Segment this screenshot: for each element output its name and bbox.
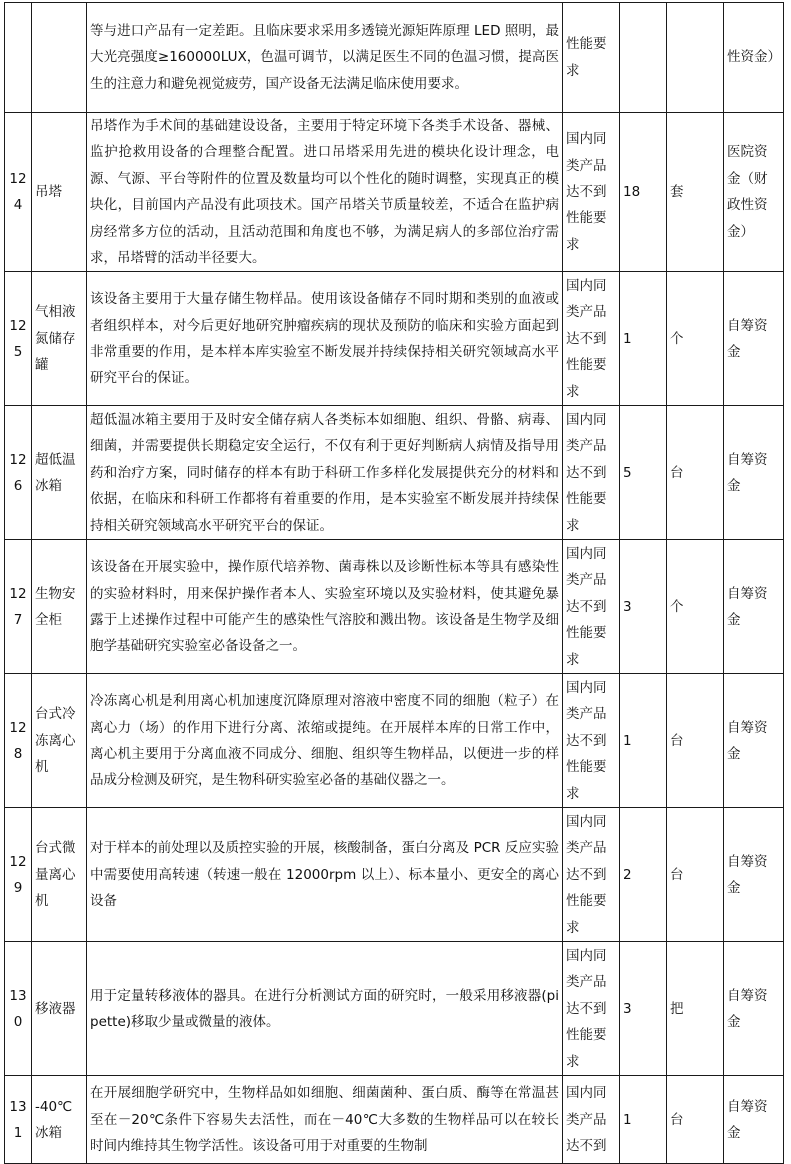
equipment-name: 超低温冰箱 — [32, 406, 87, 540]
quantity: 3 — [620, 540, 667, 674]
unit: 把 — [667, 942, 724, 1076]
unit — [667, 3, 724, 113]
row-number — [5, 3, 32, 113]
row-number: 127 — [5, 540, 32, 674]
table-row — [5, 942, 784, 1076]
quantity: 3 — [620, 942, 667, 1076]
fund-source: 医院资金（财政性资金） — [724, 113, 784, 272]
unit: 台 — [667, 1076, 724, 1164]
table-row — [5, 540, 784, 674]
table-row — [5, 674, 784, 808]
equipment-name: 生物安全柜 — [32, 540, 87, 674]
quantity — [620, 3, 667, 113]
unit: 台 — [667, 406, 724, 540]
fund-source: 自筹资金 — [724, 942, 784, 1076]
equipment-description: 超低温冰箱主要用于及时安全储存病人各类标本如细胞、组织、骨骼、病毒、细菌，并需要提供长期稳定安全运行，不仅有利于更好判断病人病情及指导用药和治疗方案，同时储存的样本有助于科研工作多样化发展提供充分的材料和依据，在临床和科研工作都将有着重要的作用，是本实验室不断发展并持续保持相关研究领域高水平研究平台的保证。 — [87, 406, 563, 540]
quantity: 5 — [620, 406, 667, 540]
quantity: 1 — [620, 674, 667, 808]
equipment-name — [32, 3, 87, 113]
import-reason: 国内同类产品达不到性能要求 — [563, 113, 620, 272]
fund-source: 自筹资金 — [724, 1076, 784, 1164]
equipment-description: 等与进口产品有一定差距。且临床要求采用多透镜光源矩阵原理 LED 照明，最大光亮强度≥160000LUX，色温可调节，以满足医生不同的色温习惯，提高医生的注意力和避免视觉疲劳，国产设备无法满足临床使用要求。 — [87, 3, 563, 113]
import-reason: 国内同类产品达不到性能要求 — [563, 674, 620, 808]
quantity: 1 — [620, 1076, 667, 1164]
fund-source: 性资金） — [724, 3, 784, 113]
equipment-description: 对于样本的前处理以及质控实验的开展，核酸制备，蛋白分离及 PCR 反应实验中需要使用高转速（转速一般在 12000rpm 以上）、标本量小、更安全的离心设备 — [87, 808, 563, 942]
import-reason: 国内同类产品达不到性能要求 — [563, 272, 620, 406]
import-reason: 国内同类产品达不到性能要求 — [563, 406, 620, 540]
equipment-description: 该设备在开展实验中，操作原代培养物、菌毒株以及诊断性标本等具有感染性的实验材料时，用来保护操作者本人、实验室环境以及实验材料，使其避免暴露于上述操作过程中可能产生的感染性气溶胶和溅出物。该设备是生物学及细胞学基础研究实验室必备设备之一。 — [87, 540, 563, 674]
row-number: 130 — [5, 942, 32, 1076]
equipment-name: -40℃冰箱 — [32, 1076, 87, 1164]
equipment-description: 冷冻离心机是利用离心机加速度沉降原理对溶液中密度不同的细胞（粒子）在离心力（场）的作用下进行分离、浓缩或提纯。在开展样本库的日常工作中，离心机主要用于分离血液不同成分、细胞、组织等生物样品，以便进一步的样品成分检测及研究，是生物科研实验室必备的基础仪器之一。 — [87, 674, 563, 808]
table-row — [5, 113, 784, 272]
import-reason: 国内同类产品达不到性能要求 — [563, 540, 620, 674]
row-number: 124 — [5, 113, 32, 272]
import-reason: 性能要求 — [563, 3, 620, 113]
unit: 个 — [667, 540, 724, 674]
fund-source: 自筹资金 — [724, 406, 784, 540]
row-number: 125 — [5, 272, 32, 406]
fund-source: 自筹资金 — [724, 808, 784, 942]
equipment-description: 该设备主要用于大量存储生物样品。使用该设备储存不同时期和类别的血液或者组织样本，对今后更好地研究肿瘤疾病的现状及预防的临床和实验方面起到非常重要的作用，是本样本库实验室不断发展并持续保持相关研究领域高水平研究平台的保证。 — [87, 272, 563, 406]
table-row — [5, 3, 784, 113]
quantity: 2 — [620, 808, 667, 942]
equipment-description: 吊塔作为手术间的基础建设设备，主要用于特定环境下各类手术设备、器械、监护抢救用设备的合理整合配置。进口吊塔采用先进的模块化设计理念，电源、气源、平台等附件的位置及数量均可以个性化的随时调整，实现真正的模块化，目前国内产品没有此项技术。国产吊塔关节质量较差，不适合在监护病房经常多方位的活动，且活动范围和角度也不够，为满足病人的多部位治疗需求，吊塔臂的活动半径要大。 — [87, 113, 563, 272]
equipment-table — [4, 2, 784, 1164]
fund-source: 自筹资金 — [724, 674, 784, 808]
import-reason: 国内同类产品达不到性能要求 — [563, 942, 620, 1076]
row-number: 131 — [5, 1076, 32, 1164]
row-number: 129 — [5, 808, 32, 942]
equipment-name: 台式冷冻离心机 — [32, 674, 87, 808]
unit: 台 — [667, 674, 724, 808]
import-reason: 国内同类产品达不到 — [563, 1076, 620, 1164]
fund-source: 自筹资金 — [724, 540, 784, 674]
fund-source: 自筹资金 — [724, 272, 784, 406]
quantity: 1 — [620, 272, 667, 406]
import-reason: 国内同类产品达不到性能要求 — [563, 808, 620, 942]
table-row — [5, 1076, 784, 1164]
table-row — [5, 808, 784, 942]
equipment-name: 气相液氮储存罐 — [32, 272, 87, 406]
row-number: 126 — [5, 406, 32, 540]
equipment-name: 台式微量离心机 — [32, 808, 87, 942]
unit: 个 — [667, 272, 724, 406]
equipment-name: 吊塔 — [32, 113, 87, 272]
row-number: 128 — [5, 674, 32, 808]
equipment-description: 在开展细胞学研究中，生物样品如如细胞、细菌菌种、蛋白质、酶等在常温甚至在－20℃条件下容易失去活性，而在－40℃大多数的生物样品可以在较长时间内维持其生物学活性。该设备可用于对重要的生物制 — [87, 1076, 563, 1164]
table-row — [5, 272, 784, 406]
unit: 套 — [667, 113, 724, 272]
quantity: 18 — [620, 113, 667, 272]
unit: 台 — [667, 808, 724, 942]
table-row — [5, 406, 784, 540]
equipment-name: 移液器 — [32, 942, 87, 1076]
equipment-description: 用于定量转移液体的器具。在进行分析测试方面的研究时，一般采用移液器(pipette)移取少量或微量的液体。 — [87, 942, 563, 1076]
